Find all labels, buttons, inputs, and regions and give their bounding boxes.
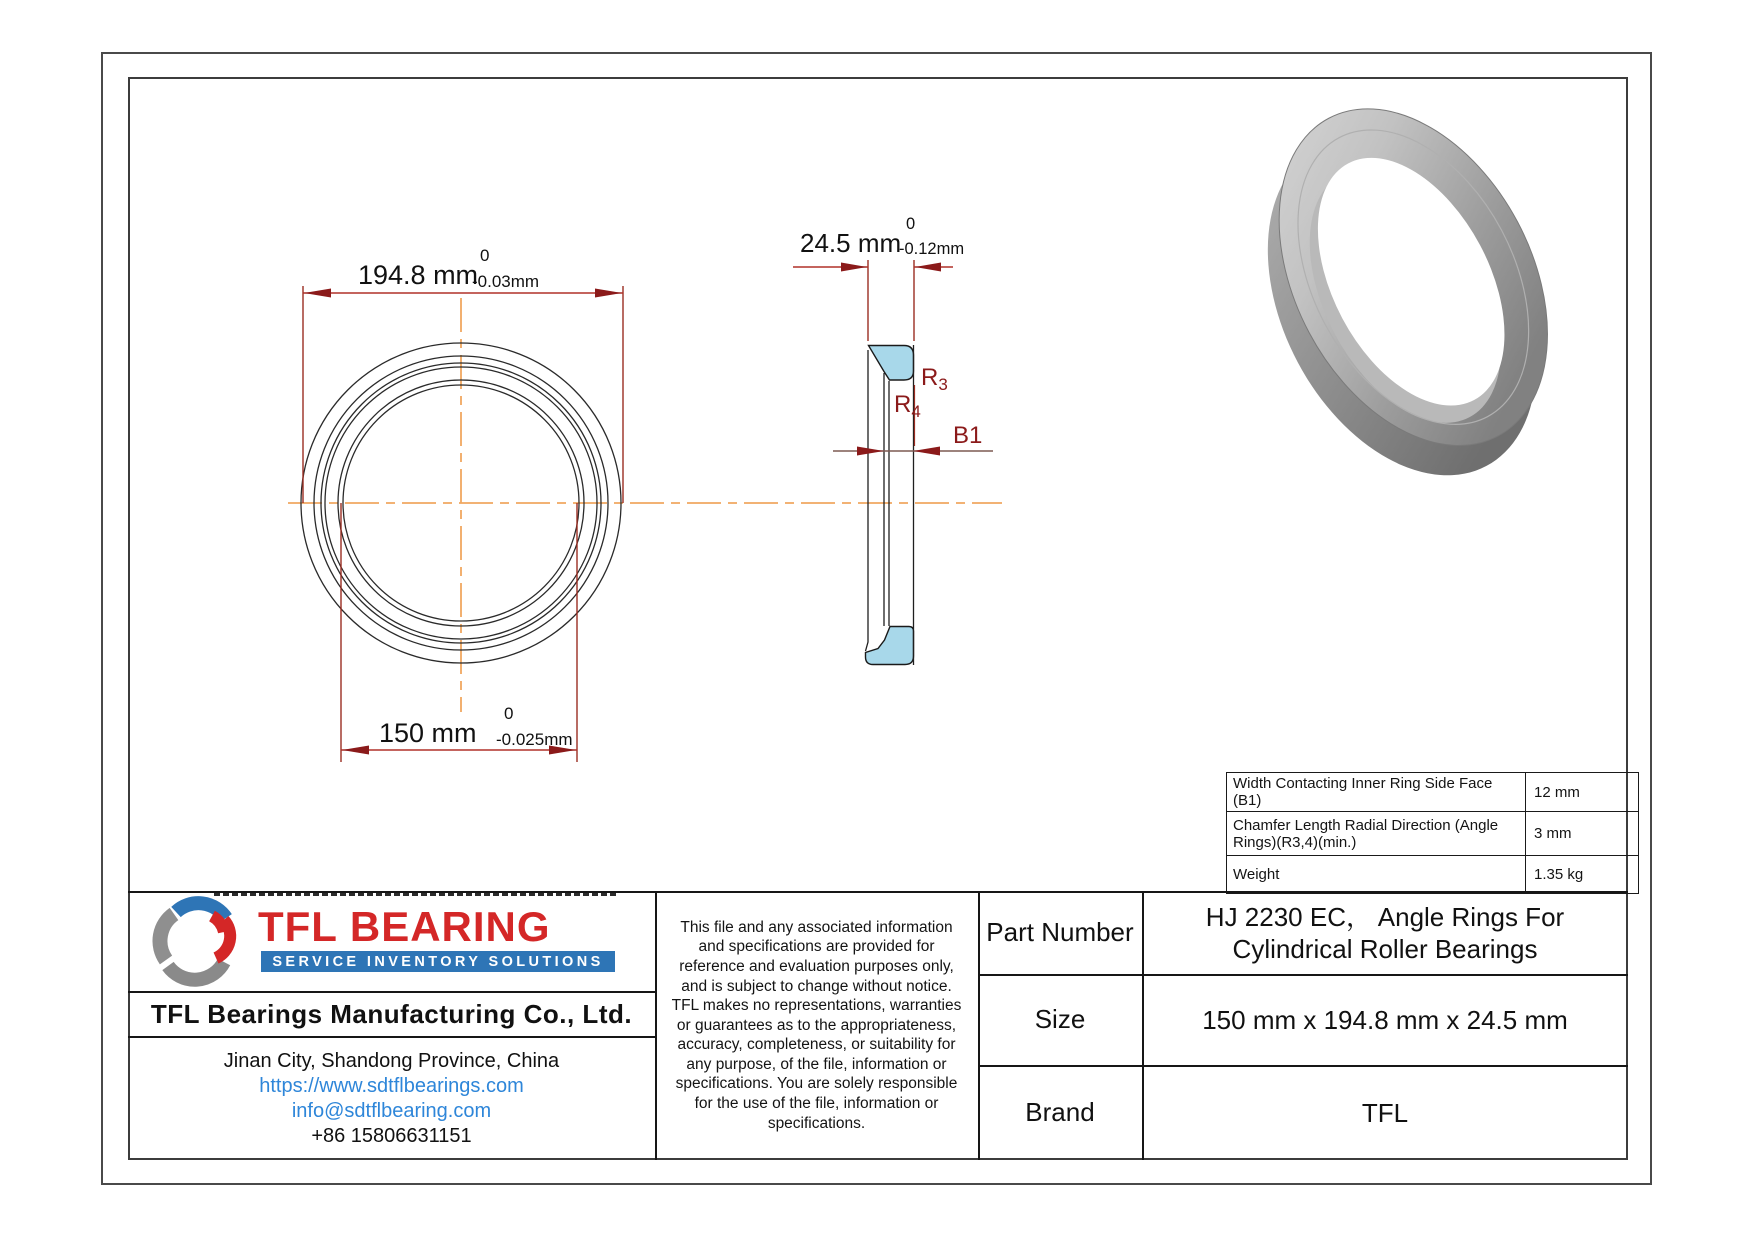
r4-label: $R_4$ <box>894 391 921 421</box>
size-value: 150 mm x 194.8 mm x 24.5 mm <box>1202 1004 1568 1035</box>
company-phone: +86 15806631151 <box>311 1125 472 1147</box>
part-number-label: Part Number <box>986 917 1134 947</box>
outer-dim-tol-lower: -0.03mm <box>472 272 540 291</box>
spec-table <box>1226 772 1639 894</box>
disclaimer-text: This file and any associated information and specifications are provided for reference and evaluation purposes only, and is subject to change without notice. TFL makes no representations, warranties or guarantees as to the appropriateness, accuracy, completeness, or suitability for any purpose, of the file, information or specifications. You are solely responsible for the use of the file, information or specifications. <box>671 918 962 1132</box>
spec-label: Width Contacting Inner Ring Side Face (B1) <box>1227 773 1526 812</box>
logo-swirl-icon <box>152 896 248 988</box>
part-number-value: HJ 2230 EC， Angle Rings For Cylindrical Roller Bearings <box>1205 901 1565 964</box>
spec-label: Chamfer Length Radial Direction (Angle Rings)(R3,4)(min.) <box>1227 812 1526 856</box>
company-email-link[interactable]: info@sdtflbearing.com <box>291 1100 492 1122</box>
spec-label: Weight <box>1227 856 1526 894</box>
b1-label: B1 <box>953 422 983 449</box>
contact-block <box>128 1038 655 1160</box>
spec-value: 3 mm <box>1526 812 1639 856</box>
front-view <box>288 246 1002 762</box>
logo-dashed-rule <box>214 893 616 896</box>
width-dim-text: 24.5 mm <box>800 228 902 258</box>
width-dim-tol-upper: 0 <box>906 215 916 233</box>
section-top-chamfer <box>869 346 914 381</box>
table-row <box>1227 773 1639 812</box>
ring-3d-render <box>1203 63 1611 521</box>
company-address: Jinan City, Shandong Province, China <box>223 1050 560 1072</box>
brand-label: Brand <box>1025 1097 1095 1127</box>
section-view <box>793 215 993 665</box>
table-row <box>1227 856 1639 894</box>
outer-dim-text: 194.8 mm <box>358 260 479 290</box>
company-name: TFL Bearings Manufacturing Co., Ltd. <box>150 999 633 1029</box>
size-label: Size <box>1034 1004 1086 1034</box>
section-bottom-chamfer <box>866 627 914 665</box>
outer-diameter-dimension <box>303 246 623 503</box>
width-dimension <box>793 215 964 341</box>
logo-brand-text: TFL BEARING <box>258 903 551 950</box>
logo-tagline-bar <box>261 951 615 972</box>
width-dim-tol-lower: -0.12mm <box>899 240 965 258</box>
logo-tagline-text: SERVICE INVENTORY SOLUTIONS <box>272 953 604 970</box>
spec-value: 12 mm <box>1526 773 1639 812</box>
brand-value: TFL <box>1361 1097 1409 1128</box>
spec-value: 1.35 kg <box>1526 856 1639 894</box>
outer-dim-tol-upper: 0 <box>480 246 490 265</box>
bore-dim-text: 150 mm <box>379 718 477 748</box>
bore-diameter-dimension <box>341 503 577 762</box>
table-row <box>1227 812 1639 856</box>
r3-label: $R_3$ <box>921 364 948 394</box>
bore-dim-tol-lower: -0.025mm <box>496 730 573 749</box>
bore-dim-tol-upper: 0 <box>504 704 514 723</box>
company-website-link[interactable]: https://www.sdtflbearings.com <box>259 1075 524 1097</box>
